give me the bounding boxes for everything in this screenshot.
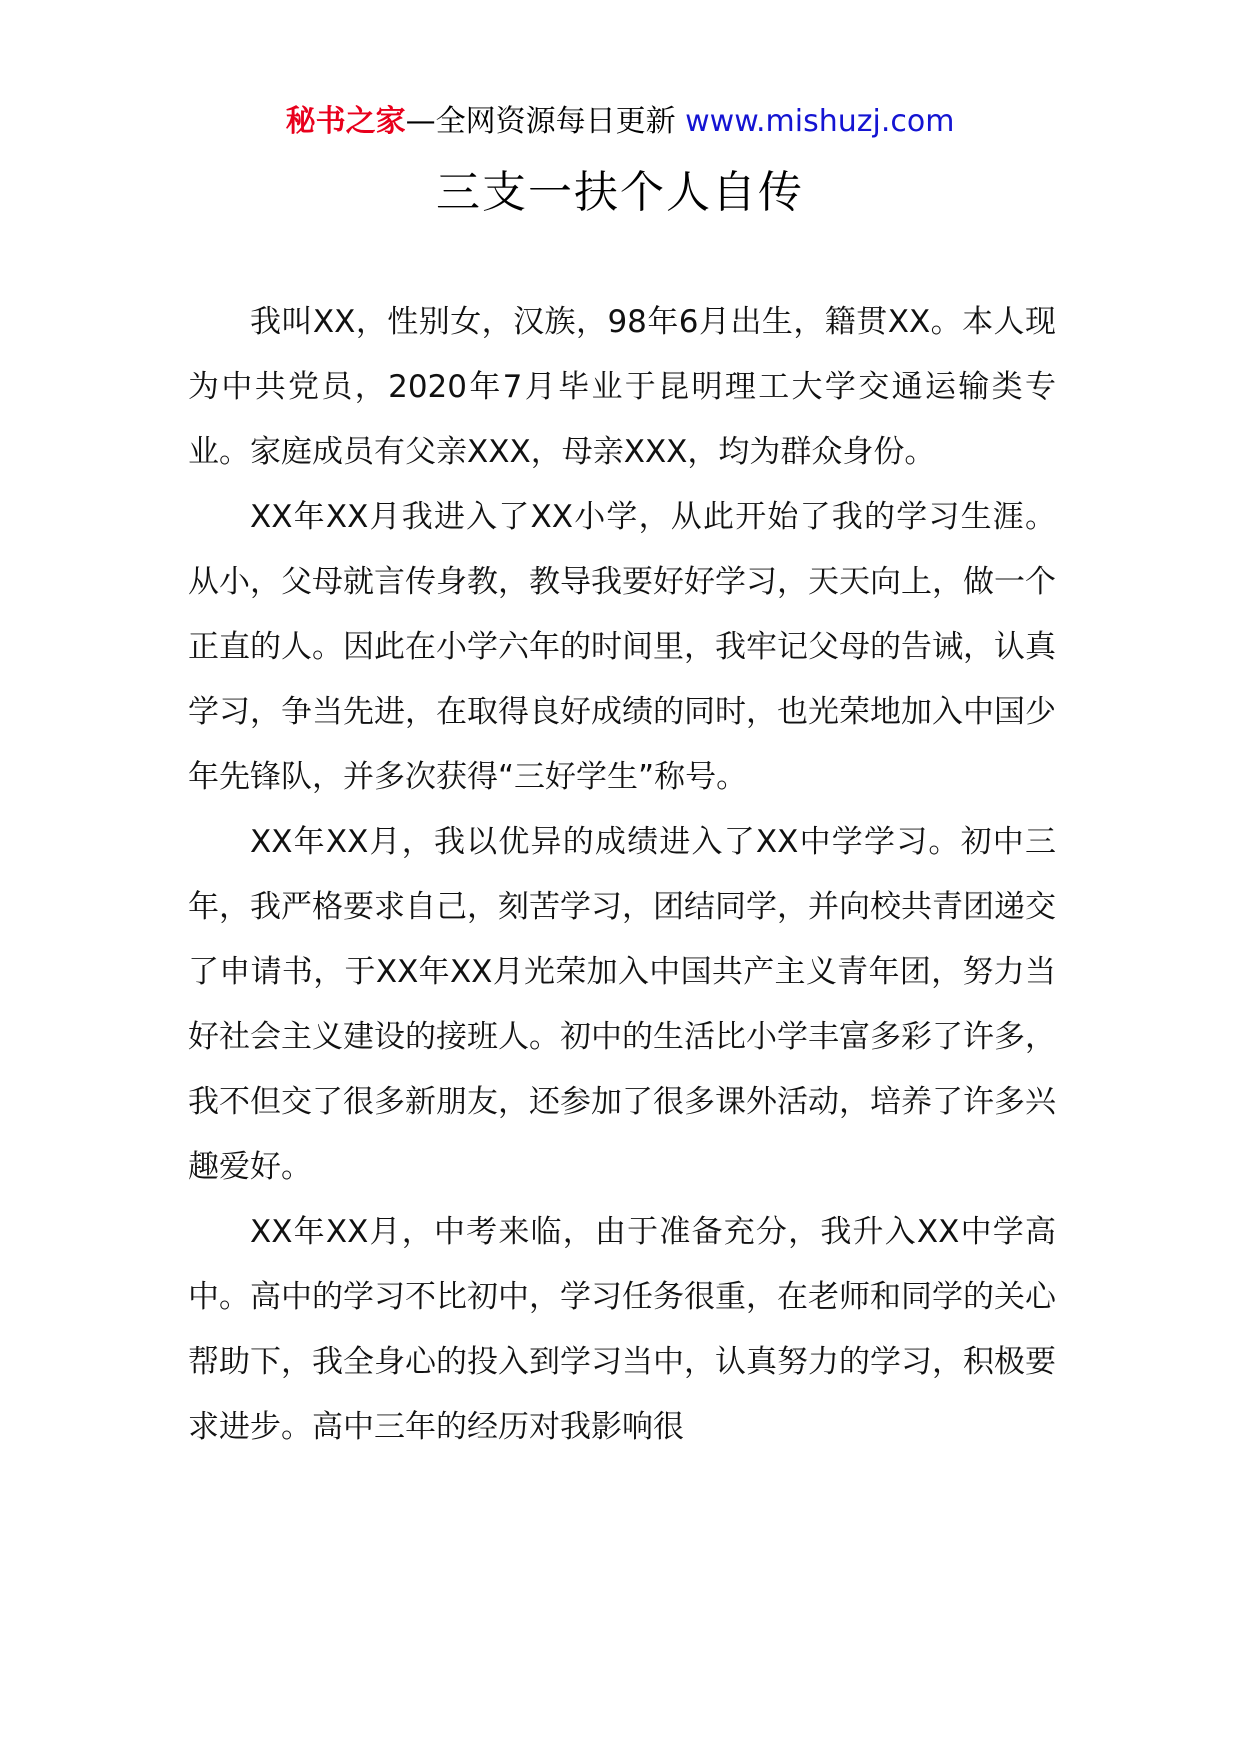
paragraph: 我叫XX，性别女，汉族，98年6月出生，籍贯XX。本人现为中共党员，2020年7月毕业于昆明理工大学交通运输类专业。家庭成员有父亲XXX，母亲XXX，均为群众身份。 xyxy=(188,304,1056,470)
paragraph: XX年XX月，中考来临，由于准备充分，我升入XX中学高中。高中的学习不比初中，学习任务很重，在老师和同学的关心帮助下，我全身心的投入到学习当中，认真努力的学习，积极要求进步。高中三年的经历对我影响很 xyxy=(188,1214,1056,1445)
site-url-link[interactable]: www.mishuzj.com xyxy=(685,104,955,139)
brand-name: 秘书之家 xyxy=(285,104,406,139)
paragraph: XX年XX月，我以优异的成绩进入了XX中学学习。初中三年，我严格要求自己，刻苦学习，团结同学，并向校共青团递交了申请书，于XX年XX月光荣加入中国共产主义青年团，努力当好社会主义建设的接班人。初中的生活比小学丰富多彩了许多，我不但交了很多新朋友，还参加了很多课外活动，培养了许多兴趣爱好。 xyxy=(188,824,1056,1185)
paragraph: XX年XX月我进入了XX小学，从此开始了我的学习生涯。从小，父母就言传身教，教导我要好好学习，天天向上，做一个正直的人。因此在小学六年的时间里，我牢记父母的告诫，认真学习，争当先进，在取得良好成绩的同时，也光荣地加入中国少年先锋队，并多次获得“三好学生”称号。 xyxy=(188,499,1056,795)
site-header xyxy=(0,100,1240,144)
document-body xyxy=(188,290,1056,1460)
page-title: 三支一扶个人自传 xyxy=(436,167,804,218)
header-slogan: —全网资源每日更新 xyxy=(405,104,676,139)
